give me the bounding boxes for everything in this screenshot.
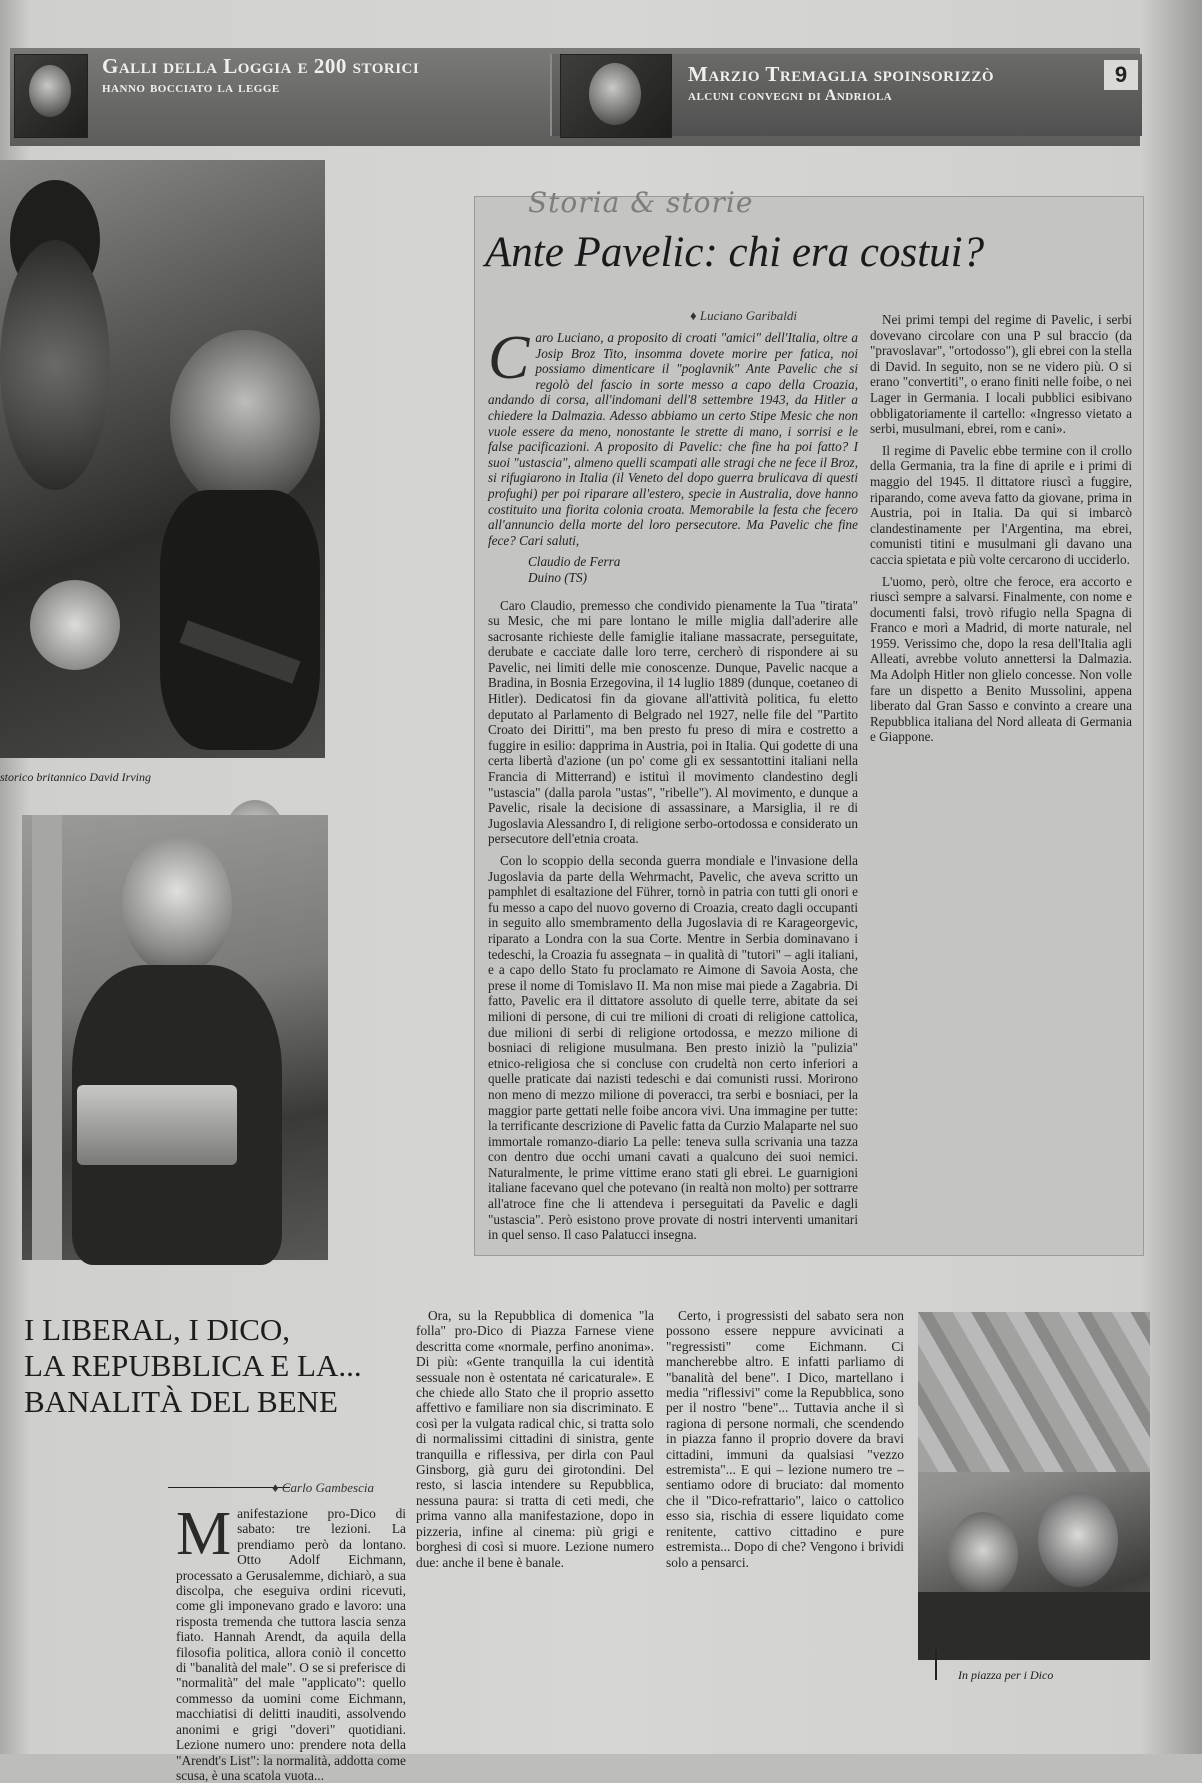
letter-place: Duino (TS) [528,569,587,585]
reply-paragraph: L'uomo, però, oltre che feroce, era accorto e riuscì sempre a salvarsi. Finalmente, con nome e documenti falsi, trovò rifugio nella Spagna di Franco e morì a Madrid, di morte naturale, nel 1959. Verissimo che, dopo la resa dell'Italia agli Alleati, avrebbe voluto annettersi la Dalmazia. Ma Adolph Hitler non glielo concesse. Non volle fare un dispetto a Benito Mussolini, appena liberato dal Gran Sasso e convinto a creare una Repubblica italiana del Nord alleata di Germania e Giappone. [870,573,1132,745]
header-right-line1: Marzio Tremaglia spoinsorizzò [688,62,994,86]
bottom-column-2 [416,1308,654,1746]
article-author-name: Luciano Garibaldi [699,308,798,323]
article-title: Ante Pavelic: chi era costui? [485,229,985,276]
article-kicker: Storia & storie [528,186,754,219]
photo-man-with-books [22,815,328,1260]
photo-piazza-crowd [918,1312,1150,1660]
letter-signature: Claudio de Ferra [528,554,621,570]
bottom-column-3 [666,1308,904,1746]
bottom-col1-text [176,1500,406,1783]
article-dropcap: C [488,324,530,392]
photo-press-crowd [0,160,325,758]
bottom-dropcap: M [176,1500,232,1568]
bottom-author-name: Carlo Gambescia [281,1480,374,1495]
letter-paragraph [488,324,858,548]
bottom-article-author: ♦ Carlo Gambescia [272,1480,374,1495]
photo-caption-3: In piazza per i Dico [958,1668,1054,1682]
header-band [10,48,1140,146]
header-photo-left [14,54,88,138]
bottom-title-line: BANALITÀ DEL BENE [24,1384,338,1419]
bottom-col1-body: anifestazione pro-Dico di sabato: tre lezioni. La prendiamo però da lontano. Otto Adolf Eichmann, processato a Gerusalemme, dichiarò, a sua discolpa, che eseguiva ordini ricevuti, come gli imponevano grado e lavoro: una risposta tremenda che tuttora lascia senza fiato. Hannah Arendt, da aquila della filosofia politica, allora coniò il concetto di "banalità del male". O se si preferisce di "normalità" del male "applicato": quello commesso da uomini come Eichmann, macchiatisi di delitti inauditi, assolvendo anonimi e grigi "doveri" quotidiani. Lezione numero uno: prendere nota della "Arendt's List": la normalità, addotta come scusa, è una scatola vuota... [176,1506,406,1783]
header-left-line1: Galli della Loggia e 200 storici [102,54,420,78]
reply-paragraph: Nei primi tempi del regime di Pavelic, i serbi dovevano circolare con una P sul braccio (da "pravoslavar", "ortodosso"), gli ebrei con la stella di David. In seguito, non se ne videro più. O si erano "convertiti", o erano finiti nelle foibe, o nei Lager in Germania. I locali pubblici esibivano obbligatoriamente il cartello: «Ingresso vietato a serbi, musulmani, ebrei, rom e cani». [870,312,1132,437]
header-photo-right [560,54,672,138]
page-number: 9 [1104,60,1138,90]
header-right-text[interactable] [688,62,994,106]
reply-paragraph: Con lo scoppio della seconda guerra mondiale e l'invasione della Jugoslavia da parte della Wehrmacht, Pavelic, che aveva scritto un pamphlet di esaltazione del Führer, tornò in patria con tutti gli onori e fu messo a capo del nuovo governo di Croazia, creato dagli occupanti in seguito allo smembramento della Jugoslavia di re Karageorgevic, riparato a Londra con la sua Corte. Mentre in Serbia dominavano i tedeschi, la Croazia fu assegnata – in qualità di "tutori" – agli italiani, e a capo dello Stato fu proclamato re Aimone di Savoia Aosta, che prese il nome di Tomislavo II. Ma non mise mai piede a Zagabria. Di fatto, Pavelic era il dittatore assoluto di quelle terre, abitate da sei milioni di persone, di cui tre milioni di croati di religione cattolica, due milioni di serbi di religione ortodossa, e mezzo milione di bosniaci di religione musulmana. Ben presto iniziò la "pulizia" etnico-religiosa che si concluse con crudeltà non certo inferiori a quelle praticate dai nazisti tedeschi e dai comunisti russi. Morirono non meno di mezzo milione di poveracci, tra serbi e bosniaci, per la maggior parte gettati nelle foibe ancora vivi. Una immagine per tutte: la terrificante descrizione di Pavelic fatta da Curzio Malaparte nel suo immortale romanzo-diario La pelle: teneva sulla scrivania una tazza con dentro due occhi umani cavati a qualcuno dei suoi nemici. Naturalmente, le prime vittime erano stati gli ebrei. Le guarnigioni italiane facevano quel che potevano (in realtà non molto) per sottrarre all'atroce fine che li attendeva i perseguitati da Pavelic e dagli "ustascia". Però esistono prove provate di nostri interventi umanitari in quel senso. Il caso Palatucci insegna. [488,853,858,1243]
bottom-column-1 [176,1500,406,1783]
header-left-line2: hanno bocciato la legge [102,79,280,96]
reply-paragraph: Il regime di Pavelic ebbe termine con il crollo della Germania, tra la fine di aprile e i primi di maggio del 1945. Il dittatore riuscì a fuggire, riparando, come aveva fatto da giovane, prima in Austria, poi in Italia. Da qui si imbarcò clandestinamente per l'Argentina, ma ebrei, comunisti titini e musulmani gli davano una caccia spietata e più volte cercarono di ucciderlo. [870,442,1132,567]
bottom-title-line: LA REPUBBLICA E LA... [24,1348,362,1383]
bottom-title-line: I LIBERAL, I DICO, [24,1312,291,1347]
header-right-panel [550,54,1142,136]
header-left-text[interactable] [102,54,419,98]
bottom-col2-text: Ora, su la Repubblica di domenica "la folla" pro-Dico di Piazza Farnese viene descritta come «normale, perfino anonima». Di più: «Gente tranquilla la cui identità sessuale non è ostentata né caricaturale». E che chiede allo Stato che il proprio assetto affettivo e familiare non sia discriminato. E così per la vulgata radical chic, si tratta solo di normalissimi cittadini di sinistra, gente tranquilla e riflessiva, per dirla con Paul Ginsborg, già guru dei girotondini. Del resto, si lascia intendere su Repubblica, nessuna paura: si tratta di ceti medi, che prima vanno alla manifestazione, dopo in pizzeria, infine al cinema: più grigi e borghesi di così si muore. Lezione numero due: anche il bene è banale. [416,1308,654,1570]
reply-paragraph: Caro Claudio, premesso che condivido pienamente la Tua "tirata" su Mesic, che mi pare lontano le mille miglia dall'aderire alle sacrosante richieste delle famiglie italiane massacrate, perseguitate, derubate e cacciate dalle loro terre, cercherò di rispondere ai su Pavelic, nei limiti delle mie conoscenze. Dunque, Pavelic nacque a Bradina, in Bosnia Erzegovina, il 14 luglio 1889 (dunque, coetaneo di Hitler). Dedicatosi fin da giovane all'attività politica, fu eletto deputato al Parlamento di Belgrado nel 1927, nelle file del "Partito Croato dei Diritti", ma ben presto fu preso di mira e costretto a fuggire in esilio: dapprima in Austria, poi in Italia. Qui godette di una certa libertà d'azione (un po' come gli ex sessantottini italiani nella Francia di Mitterrand) e istituì il movimento clandestino degli "ustascia" (dalla parola "ustas", "ribelle"). Al movimento, e dunque a Pavelic, risale la decisione di assassinare, a Marsiglia, il re di Jugoslavia Alessandro I, di religione serbo-ortodossa e considerato un persecutore dell'etnia croata. [488,597,858,847]
letter-text: aro Luciano, a proposito di croati "amici" dell'Italia, oltre a Josip Broz Tito, insomma dovete morire per fatica, noi possiamo dimenticare il "poglavnik" Ante Pavelic che si regolò del fascio in sorte messo a capo della Croazia, andando di corsa, all'indomani dell'8 settembre 1943, da Hitler a chiedere la Dalmazia. Adesso abbiamo un certo Stipe Mesic che non vuole essere da meno, nonostante le strette di mano, i sorrisi e le false pacificazioni. A proposito di Pavelic: che fine ha poi fatto? I suoi "ustascia", almeno quelli scampati alle stragi che ne fece il Broz, si rifugiarono in Italia (il Veneto del dopo guerra brulicava di questi profughi) per poi riparare all'estero, specie in Australia, dove hanno costituito una fiorita colonia croata. Memorabile la festa che fecero all'annuncio della morte del loro persecutore. Ma Pavelic che fine fece? Cari saluti, [488,330,858,548]
bottom-col3-text: Certo, i progressisti del sabato sera non possono essere neppure avvicinati a "regressisti" come Eichmann. Ci mancherebbe altro. E infatti parliamo di "banalità del bene". I Dico, martellano i media "riflessivi" come la Repubblica, sono per il nostro "bene"... Tuttavia anche il sì ragiona di persone normali, che scendendo in piazza fanno il proprio dovere da bravi cittadini, immuni da qualsiasi "vezzo estremista"... E qui – lezione numero tre – sentiamo odore di bruciato: dal momento che il "Dico-refrattario", laico o cattolico esso sia, rischia di essere liquidato come renitente, cattivo cittadino e pure estremista... Dopo di che? Vengono i brividi solo a pensarci. [666,1308,904,1570]
article-column-left [488,324,858,1252]
bottom-article-title [24,1312,404,1420]
caption-rule [935,1650,937,1680]
article-author: ♦ Luciano Garibaldi [690,308,798,323]
header-right-line2: alcuni convegni di Andriola [688,87,893,104]
photo-caption-1: storico britannico David Irving [0,770,151,784]
article-column-right [870,312,1132,1252]
